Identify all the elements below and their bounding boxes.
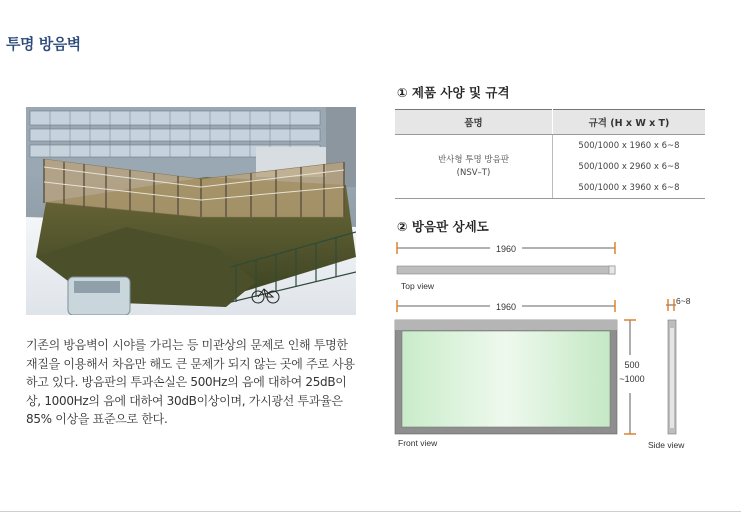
column-header-name: 품명 [395, 110, 553, 135]
installation-photo [26, 107, 356, 315]
top-view-dimension [397, 241, 615, 255]
thickness-label: 6~8 [676, 296, 691, 306]
side-view-label: Side view [648, 440, 685, 450]
photo-illustration [26, 107, 356, 315]
top-view-panel [397, 266, 615, 274]
size-cell: 500/1000 x 1960 x 6~8 [578, 140, 680, 151]
column-header-size: 규격 (H x W x T) [553, 110, 706, 135]
product-code: (NSV–T) [456, 167, 491, 178]
front-view-label: Front view [398, 438, 438, 448]
spec-heading: ① 제품 사양 및 규격 [397, 85, 510, 100]
spec-row [395, 135, 705, 157]
height-range-label: ~1000 [619, 374, 645, 384]
product-name-cell [395, 135, 553, 199]
top-width-label: 1960 [495, 244, 517, 254]
height-label: 500 [624, 360, 640, 370]
front-view-dimension [397, 299, 615, 313]
product-name: 반사형 투명 방음판 [437, 154, 510, 165]
page-title: 투명 방음벽 [6, 35, 81, 53]
bottom-divider [0, 511, 741, 512]
size-cell: 500/1000 x 3960 x 6~8 [553, 177, 706, 199]
top-view-post [609, 266, 615, 274]
spec-header-row [395, 110, 705, 135]
top-view-label: Top view [401, 281, 435, 291]
size-cell: 500/1000 x 2960 x 6~8 [578, 161, 680, 172]
product-description: 기존의 방음벽이 시야를 가리는 등 미관상의 문제로 인해 투명한 재질을 이용해서 차음만 해도 큰 문제가 되지 않는 곳에 주로 사용하고 있다. 방음판의 투과손실은 500Hz의 음에 대하여 25dB이상, 1000Hz의 음에 대하여 30dB이상이며, 가시광선 투과율은 85% 이상을 표준으로 한다. [26, 338, 355, 427]
panel-detail-diagram [390, 235, 710, 460]
side-view-glass-edge [670, 328, 674, 428]
front-view-panel [395, 320, 617, 434]
spec-table [395, 109, 705, 199]
thickness-dimension [666, 296, 691, 311]
detail-heading: ② 방음판 상세도 [397, 219, 489, 234]
height-dimension [619, 320, 644, 434]
front-width-label: 1960 [495, 302, 517, 312]
